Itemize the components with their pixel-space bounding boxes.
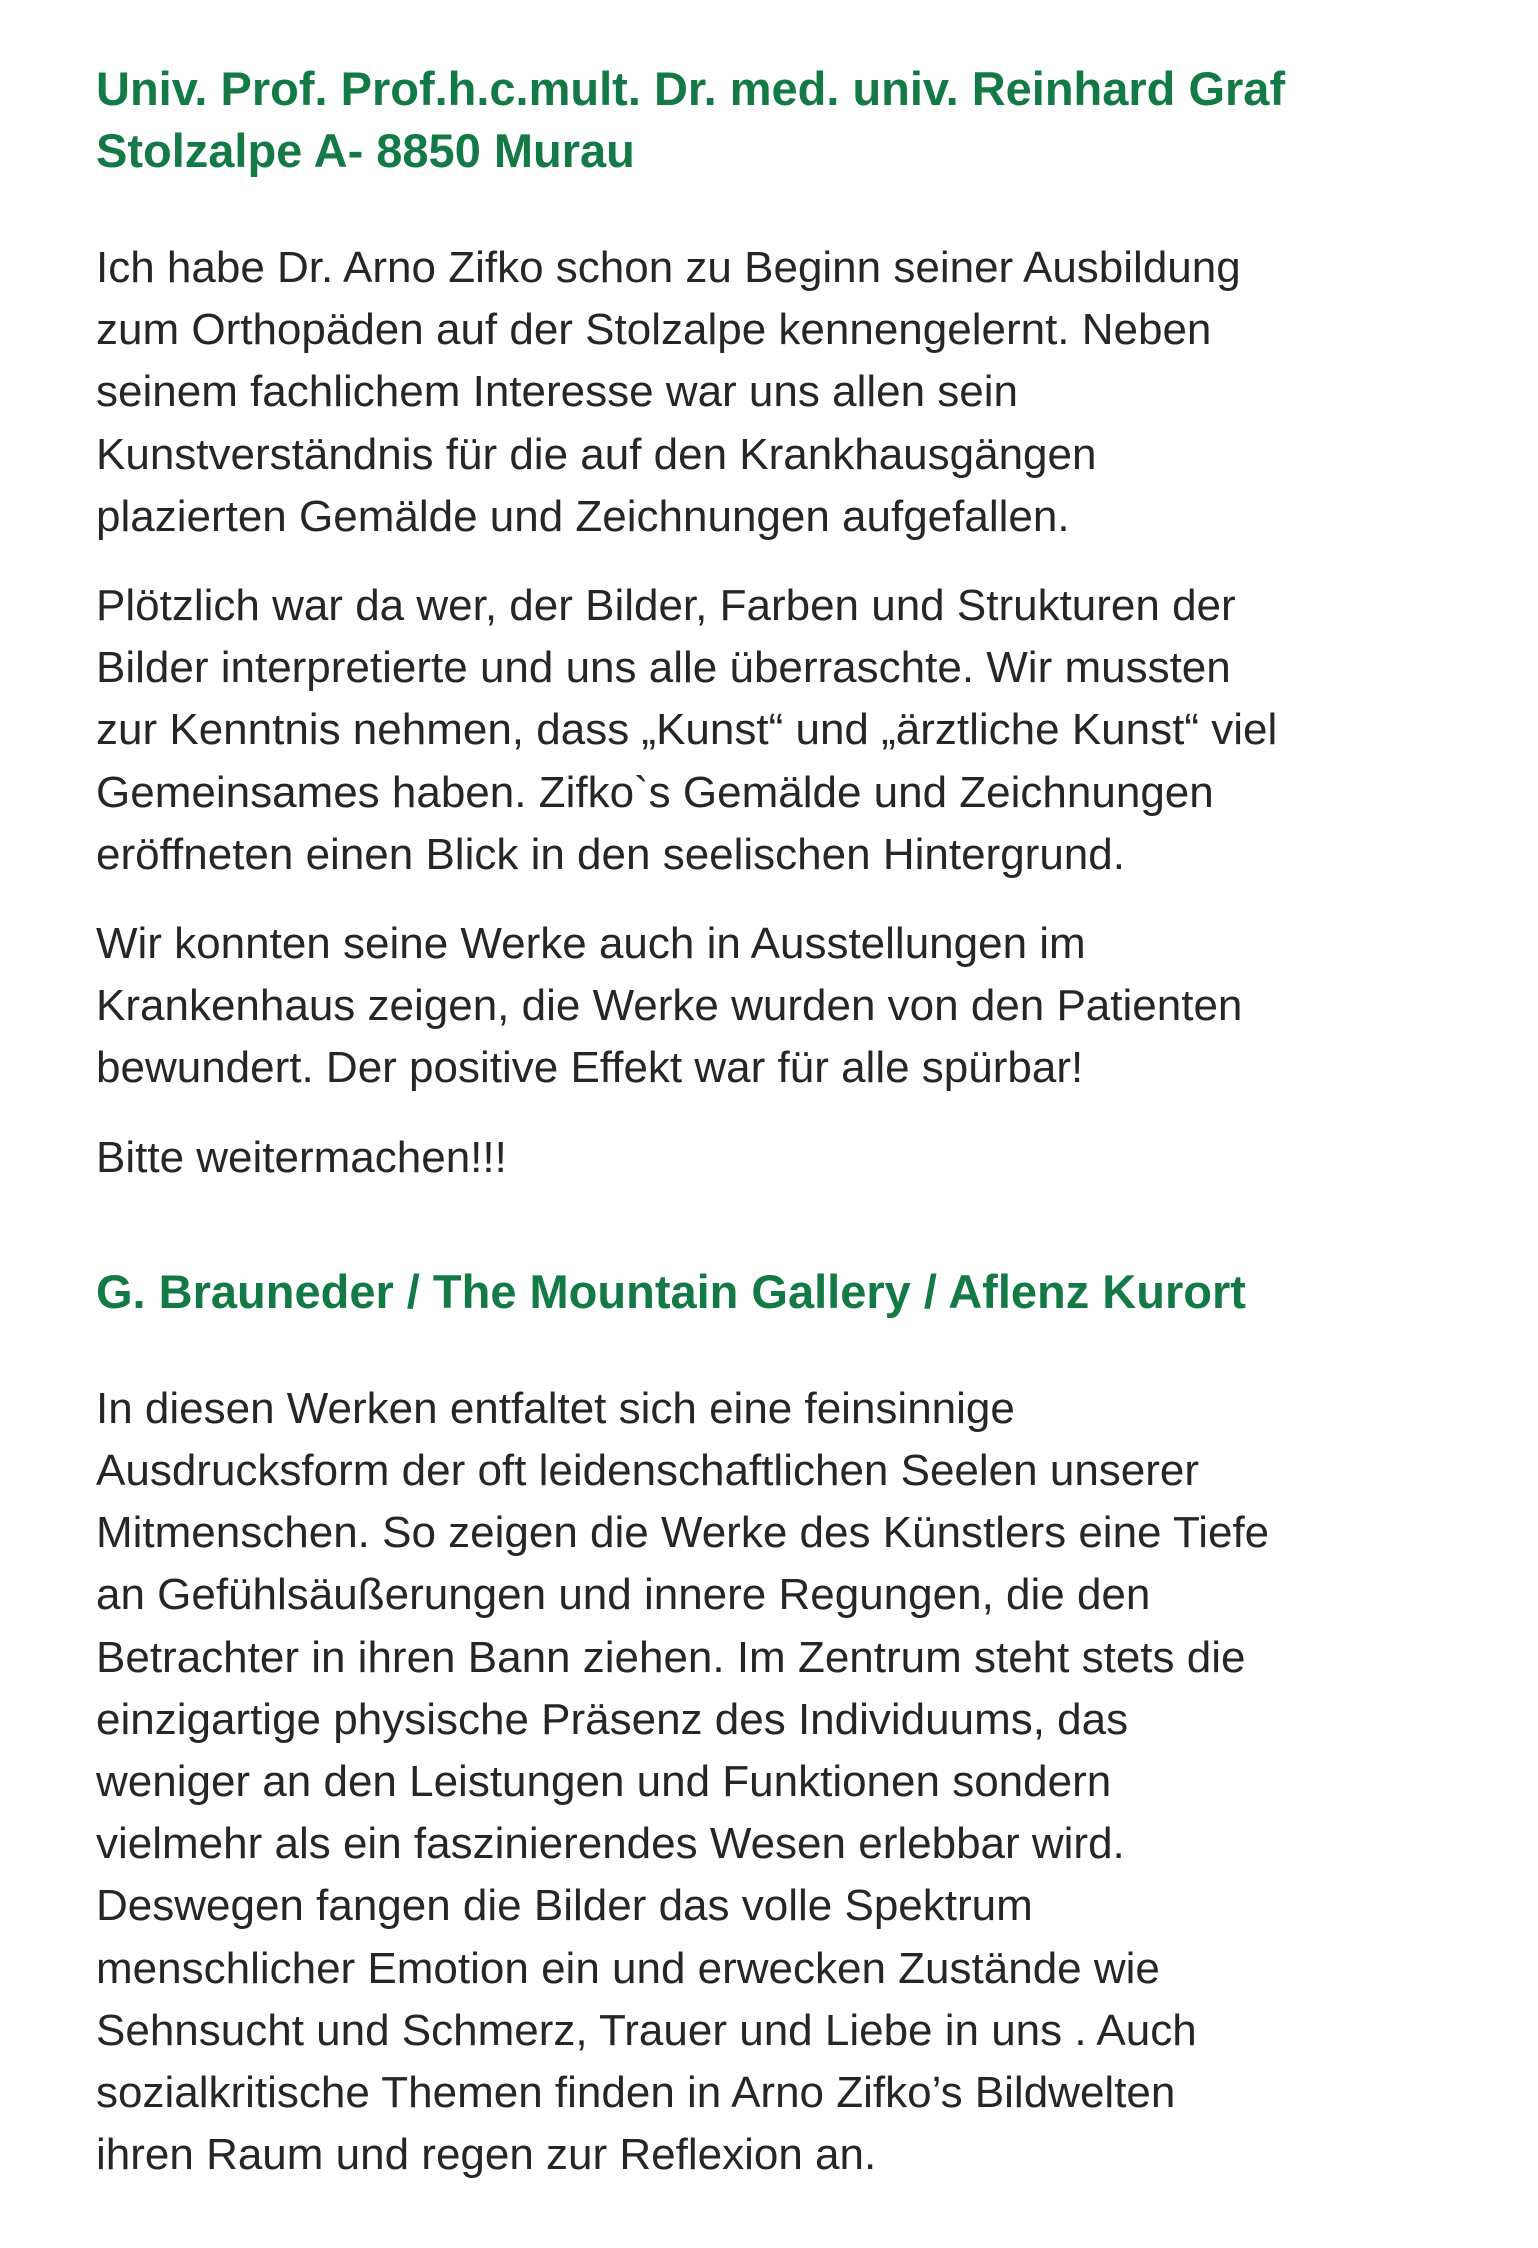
text-line: Bilder interpretierte und uns alle überraschte. Wir mussten [96,643,1231,693]
text-line: zur Kenntnis nehmen, dass „Kunst“ und „ärztliche Kunst“ viel [96,705,1278,755]
text-line: zum Orthopäden auf der Stolzalpe kennengelernt. Neben [96,305,1212,355]
text-line: weniger an den Leistungen und Funktionen sondern [96,1757,1112,1807]
text-line: Kunstverständnis für die auf den Krankhausgängen [96,429,1097,479]
text-line: Krankenhaus zeigen, die Werke wurden von den Patienten [96,981,1243,1031]
heading-line: G. Brauneder / The Mountain Gallery / Aflenz Kurort [96,1264,1246,1318]
text-line: sozialkritische Themen finden in Arno Zifko’s Bildwelten [96,2068,1176,2118]
text-line: seinem fachlichem Interesse war uns allen sein [96,367,1019,417]
text-line: ihren Raum und regen zur Reflexion an. [96,2130,877,2180]
text-line: Ausdrucksform der oft leidenschaftlichen Seelen unserer [96,1446,1200,1496]
text-line: Betrachter in ihren Bann ziehen. Im Zentrum steht stets die [96,1632,1246,1682]
text-line: In diesen Werken entfaltet sich eine feinsinnige [96,1383,1015,1433]
text-line: Ich habe Dr. Arno Zifko schon zu Beginn seiner Ausbildung [96,243,1241,292]
heading-line: Univ. Prof. Prof.h.c.mult. Dr. med. univ. Reinhard Graf [96,62,1286,115]
text-line: Deswegen fangen die Bilder das volle Spektrum [96,1881,1033,1931]
text-line: menschlicher Emotion ein und erwecken Zustände wie [96,1943,1160,1993]
paragraph [96,913,1476,1100]
text-line: Gemeinsames haben. Zifko`s Gemälde und Zeichnungen [96,767,1214,817]
paragraph [96,575,1476,886]
text-line: Mitmenschen. So zeigen die Werke des Künstlers eine Tiefe [96,1508,1270,1558]
text-line: einzigartige physische Präsenz des Individuums, das [96,1694,1129,1744]
heading-line: Stolzalpe A- 8850 Murau [96,124,635,177]
paragraph [96,237,1476,548]
text-line: bewundert. Der positive Effekt war für alle spürbar! [96,1043,1084,1093]
text-line: eröffneten einen Blick in den seelischen Hintergrund. [96,829,1125,879]
text-line: Plötzlich war da wer, der Bilder, Farben und Strukturen der [96,581,1236,631]
document-page [96,58,1476,2186]
section-1-heading [96,58,1476,182]
text-line: Bitte weitermachen!!! [96,1132,507,1182]
section-2-heading [96,1261,1476,1323]
text-line: Sehnsucht und Schmerz, Trauer und Liebe in uns . Auch [96,2005,1197,2055]
text-line: Wir konnten seine Werke auch in Ausstellungen im [96,919,1086,969]
text-line: plazierten Gemälde und Zeichnungen aufgefallen. [96,491,1070,541]
paragraph [96,1127,1476,1189]
text-line: an Gefühlsäußerungen und innere Regungen, die den [96,1570,1151,1620]
paragraph [96,1378,1476,2187]
text-line: vielmehr als ein faszinierendes Wesen erlebbar wird. [96,1819,1125,1869]
